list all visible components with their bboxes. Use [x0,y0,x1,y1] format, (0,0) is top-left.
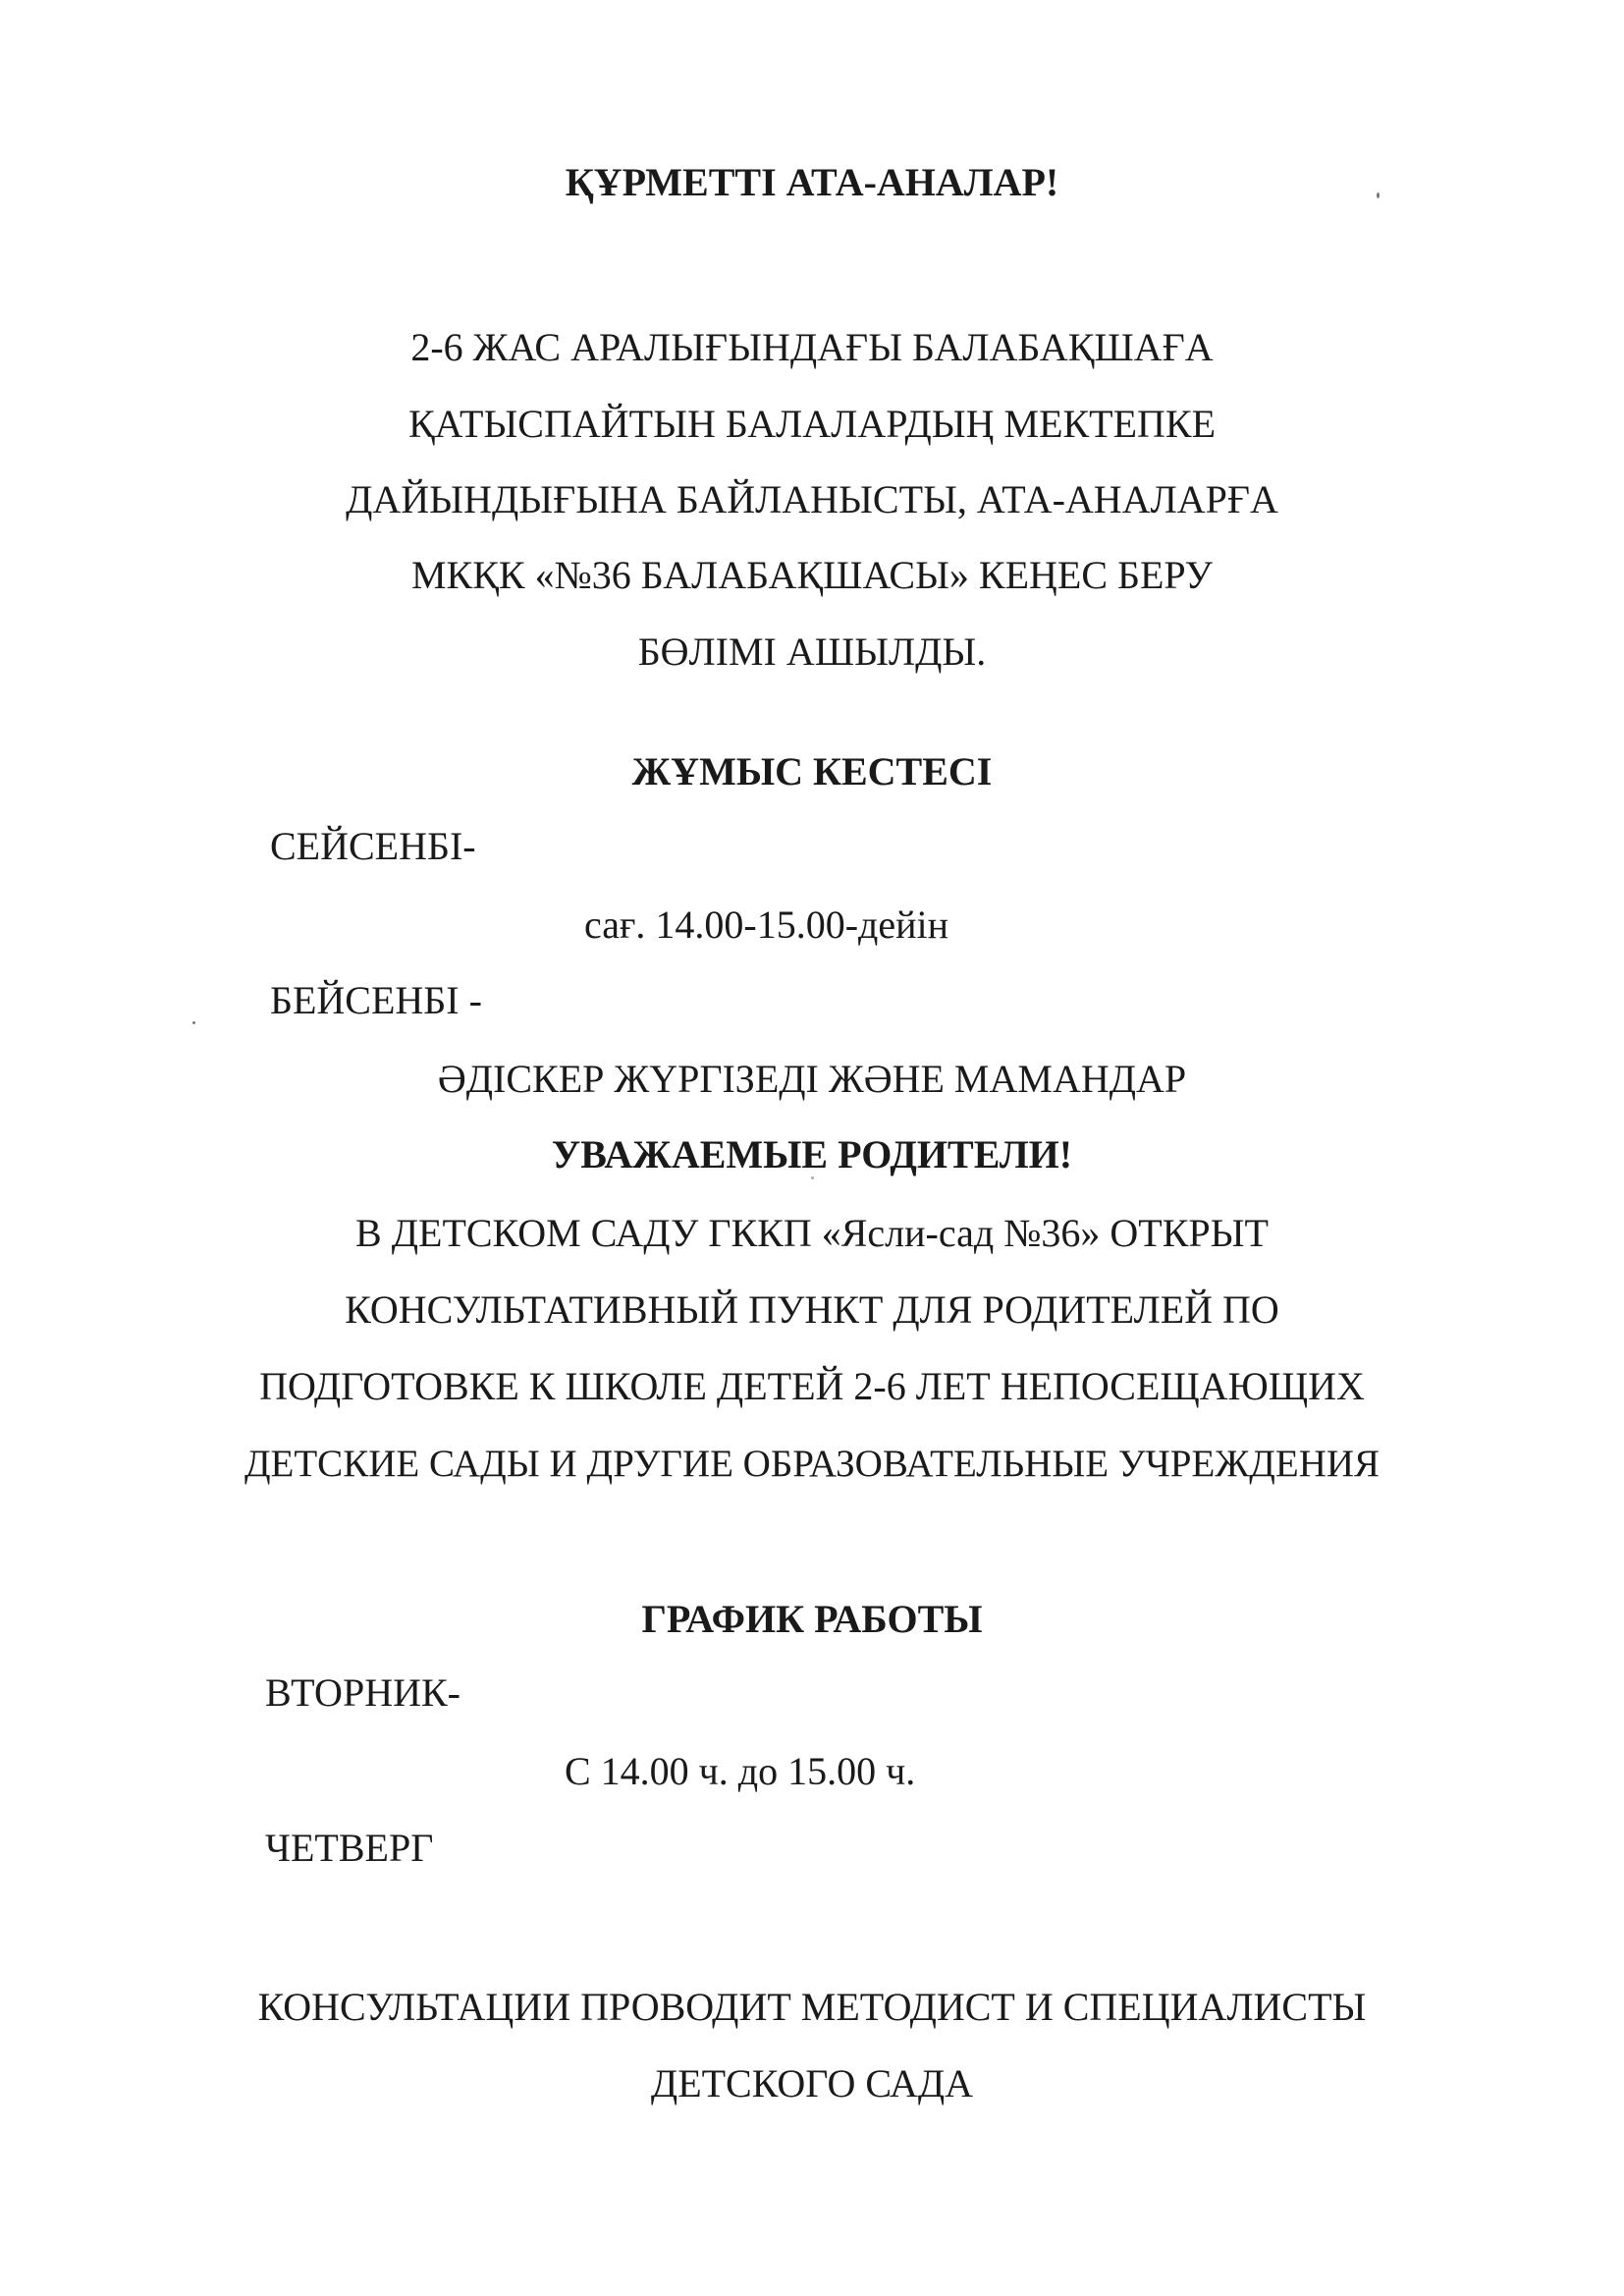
kazakh-hours: сағ. 14.00-15.00-дейін [584,902,949,947]
kazakh-intro-line-1: 2-6 ЖАС АРАЛЫҒЫНДАҒЫ БАЛАБАҚШАҒА [410,325,1214,369]
russian-intro-line-1: В ДЕТСКОМ САДУ ГККП «Ясли-сад №36» ОТКРЫТ [355,1211,1269,1255]
kazakh-conducted-by: ӘДІСКЕР ЖҮРГІЗЕДІ ЖӘНЕ МАМАНДАР [437,1057,1187,1101]
kazakh-schedule-heading: ЖҰМЫС КЕСТЕСІ [631,749,993,793]
russian-day-tuesday: ВТОРНИК- [265,1670,460,1715]
russian-conducted-by-line-1: КОНСУЛЬТАЦИИ ПРОВОДИТ МЕТОДИСТ И СПЕЦИАЛИСТЫ [257,1985,1367,2029]
russian-title: УВАЖАЕМЫЕ РОДИТЕЛИ! [551,1132,1073,1176]
kazakh-day-thursday: БЕЙСЕНБІ - [270,978,482,1022]
russian-hours: С 14.00 ч. до 15.00 ч. [565,1749,916,1793]
russian-intro-line-2: КОНСУЛЬТАТИВНЫЙ ПУНКТ ДЛЯ РОДИТЕЛЕЙ ПО [345,1287,1279,1332]
russian-schedule-heading: ГРАФИК РАБОТЫ [641,1597,983,1641]
kazakh-intro-line-4: МКҚК «№36 БАЛАБАҚШАСЫ» КЕҢЕС БЕРУ [410,553,1213,597]
russian-conducted-by-line-2: ДЕТСКОГО САДА [650,2061,974,2105]
kazakh-intro-line-2: ҚАТЫСПАЙТЫН БАЛАЛАРДЫҢ МЕКТЕПКЕ [407,402,1217,446]
kazakh-title: ҚҰРМЕТТІ АТА-АНАЛАР! [565,160,1059,204]
scan-speck [811,1176,814,1179]
russian-intro-line-4: ДЕТСКИЕ САДЫ И ДРУГИЕ ОБРАЗОВАТЕЛЬНЫЕ УЧРЕЖДЕНИЯ [244,1443,1380,1485]
kazakh-intro-line-3: ДАЙЫНДЫҒЫНА БАЙЛАНЫСТЫ, АТА-АНАЛАРҒА [346,477,1278,521]
scan-speck [192,1021,195,1024]
kazakh-intro-line-5: БӨЛІМІ АШЫЛДЫ. [637,629,987,674]
kazakh-day-tuesday: СЕЙСЕНБІ- [270,824,476,868]
russian-intro-line-3: ПОДГОТОВКЕ К ШКОЛЕ ДЕТЕЙ 2-6 ЛЕТ НЕПОСЕЩАЮЩИХ [259,1364,1365,1408]
russian-day-thursday: ЧЕТВЕРГ [265,1826,434,1870]
scan-speck [1377,192,1380,198]
